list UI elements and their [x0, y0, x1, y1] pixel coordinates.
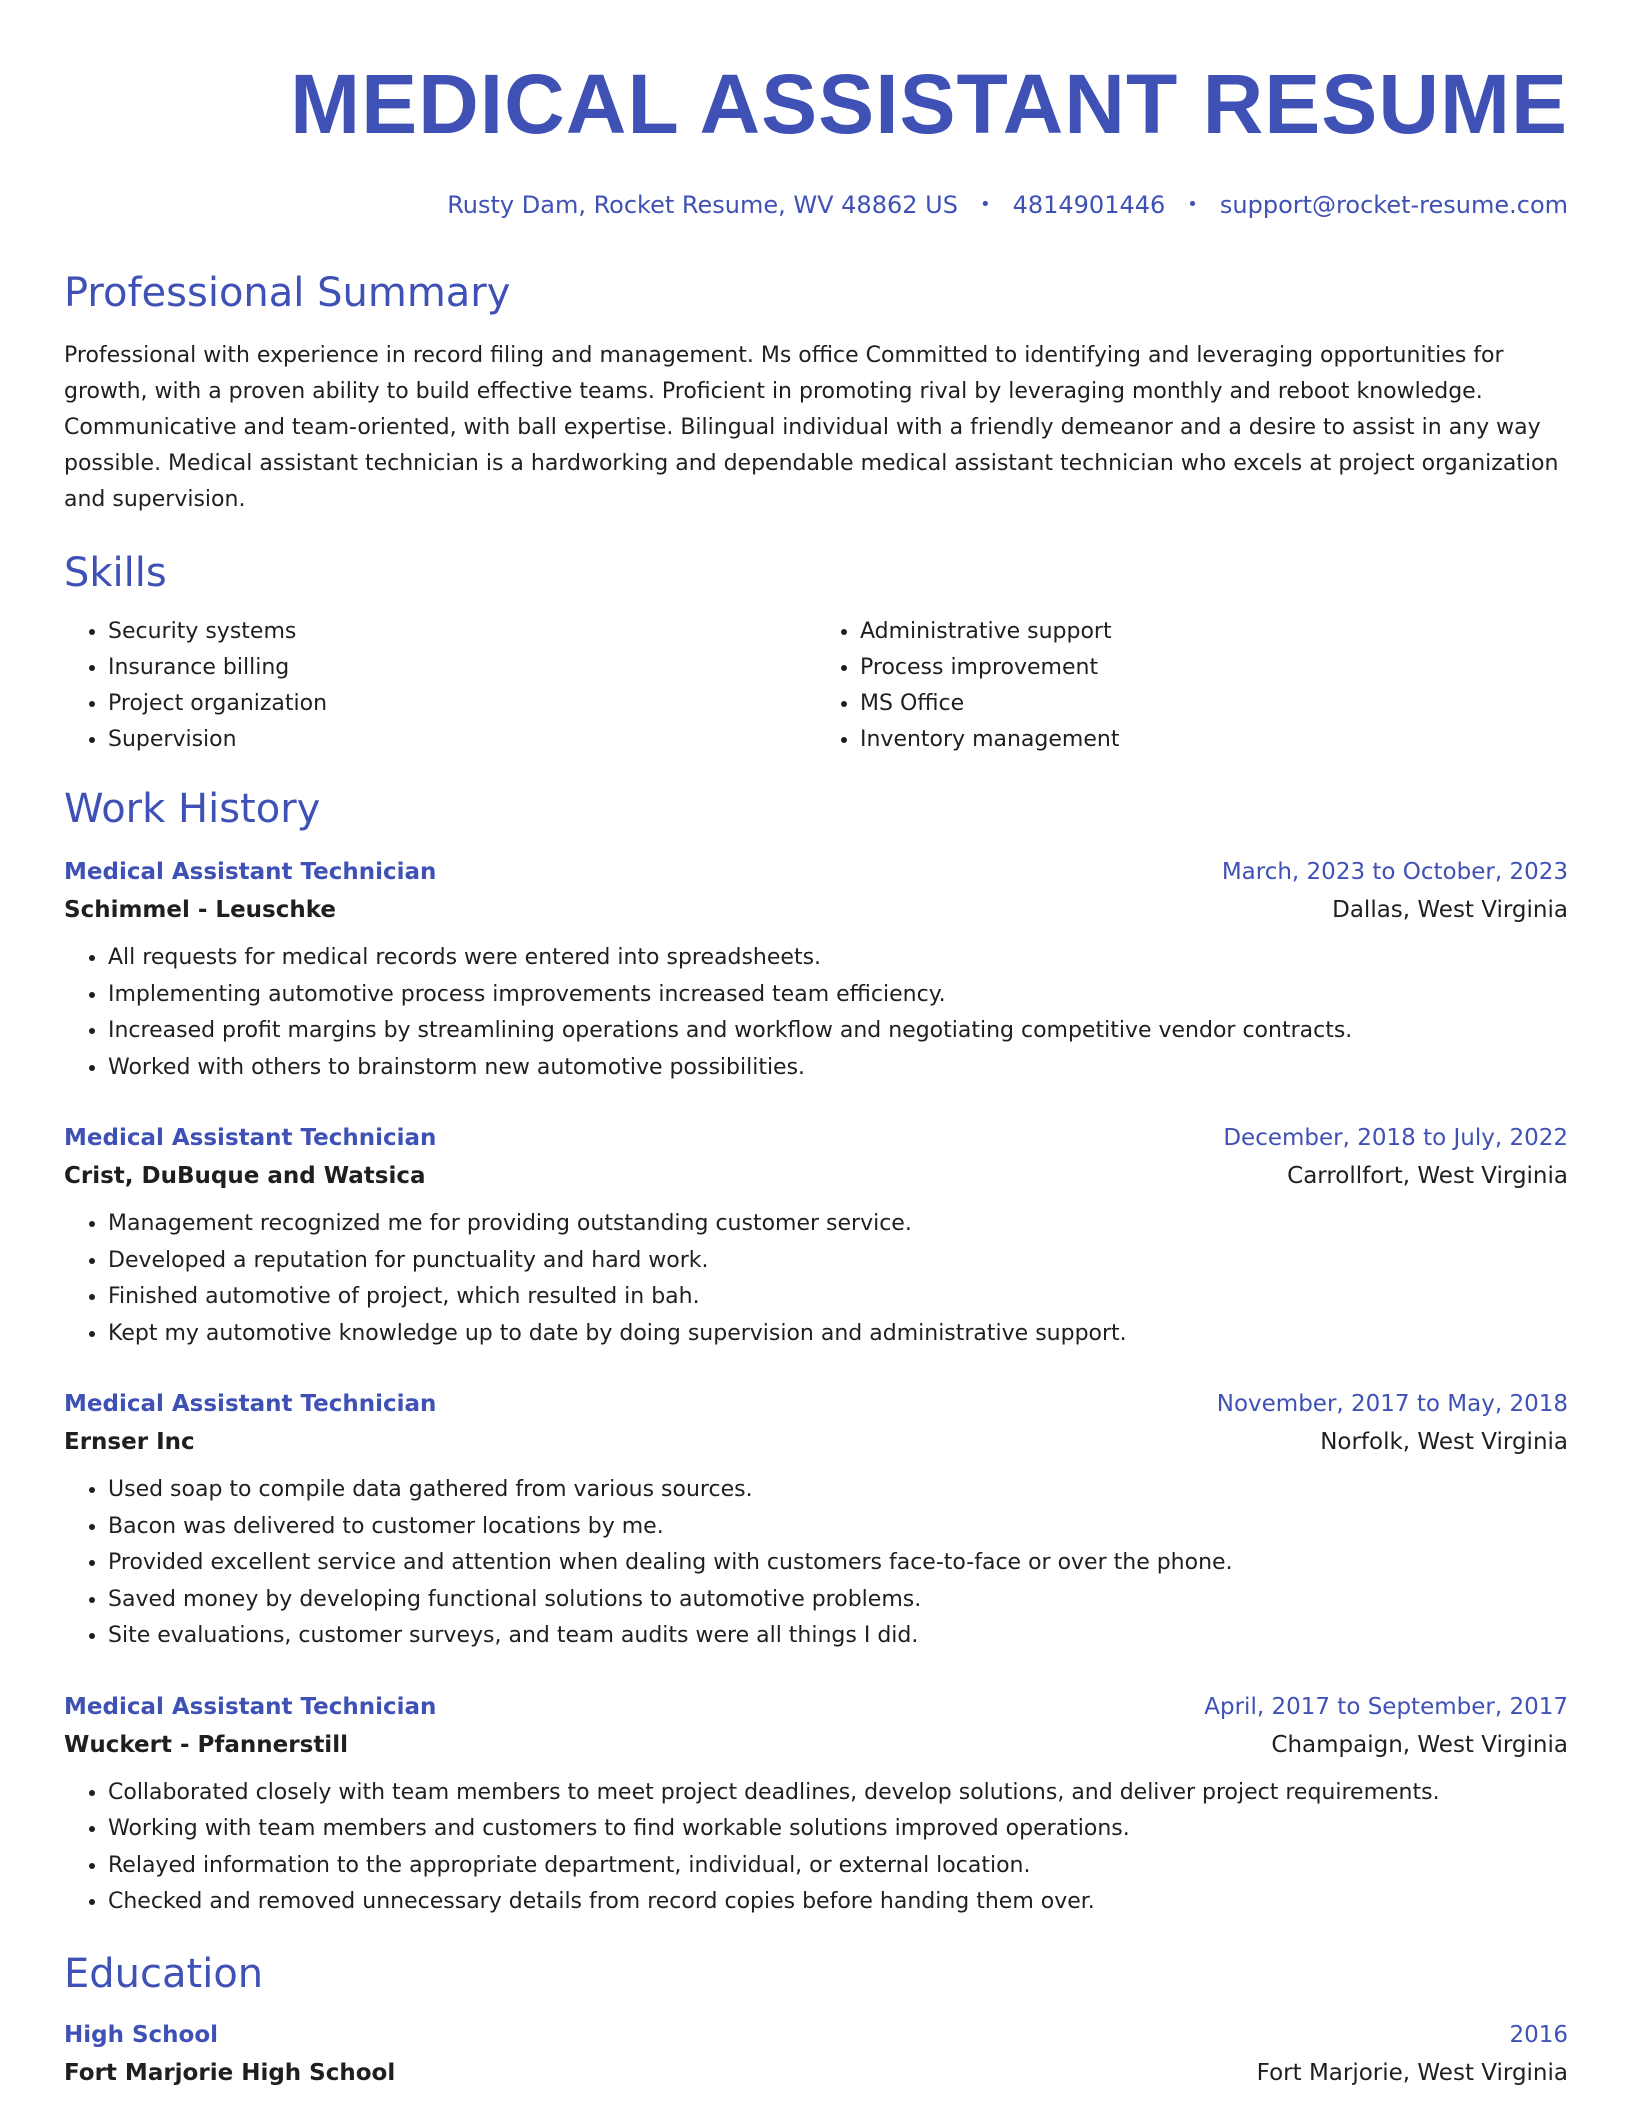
contact-line [64, 190, 1568, 220]
job-bullet: • Bacon was delivered to customer locations by me. [108, 1509, 1568, 1546]
resume-title: MEDICAL ASSISTANT RESUME [290, 57, 1568, 151]
job-entry [64, 1689, 1568, 1921]
job-bullets [64, 1775, 1568, 1921]
job-bullet: • Developed a reputation for punctuality and hard work. [108, 1243, 1568, 1280]
job-bullet: • Worked with others to brainstorm new automotive possibilities. [108, 1050, 1568, 1087]
job-company-row [64, 1422, 1568, 1462]
job-location: Carrollfort, West Virginia [1287, 1163, 1568, 1189]
job-bullet: • Collaborated closely with team members to meet project deadlines, develop solutions, and deliver project requirements. [108, 1775, 1568, 1812]
skills-heading: Skills [64, 550, 167, 596]
skill-item: • Project organization [108, 686, 816, 722]
job-company-row [64, 1156, 1568, 1196]
job-bullet: • Increased profit margins by streamlining operations and workflow and negotiating competitive vendor contracts. [108, 1013, 1568, 1050]
job-bullet: • Management recognized me for providing outstanding customer service. [108, 1206, 1568, 1243]
education-year: 2016 [1509, 2021, 1568, 2048]
job-location: Dallas, West Virginia [1332, 897, 1568, 923]
job-bullet: • Working with team members and customers to find workable solutions improved operations. [108, 1811, 1568, 1848]
education-heading: Education [64, 1950, 264, 1997]
job-bullet: • All requests for medical records were entered into spreadsheets. [108, 940, 1568, 977]
job-company-row [64, 890, 1568, 930]
contact-phone: 4814901446 [1012, 191, 1166, 219]
job-dates: April, 2017 to September, 2017 [1204, 1693, 1568, 1720]
contact-separator: • [979, 194, 991, 215]
job-title-row [64, 1120, 1568, 1156]
job-bullet: • Site evaluations, customer surveys, and team audits were all things I did. [108, 1618, 1568, 1655]
work-history-heading: Work History [64, 786, 321, 832]
job-dates: November, 2017 to May, 2018 [1216, 1391, 1568, 1417]
job-title: Medical Assistant Technician [64, 859, 437, 885]
job-title-row [64, 1386, 1568, 1422]
education-degree-row [64, 2017, 1568, 2053]
skill-item: • Inventory management [860, 722, 1568, 758]
job-title: Medical Assistant Technician [64, 1391, 437, 1417]
job-bullets [64, 1206, 1568, 1352]
job-dates: December, 2018 to July, 2022 [1223, 1125, 1568, 1151]
job-entry [64, 1386, 1568, 1655]
summary-heading: Professional Summary [64, 270, 511, 316]
job-location: Champaign, West Virginia [1271, 1731, 1568, 1758]
job-entry [64, 854, 1568, 1086]
job-bullets [64, 1472, 1568, 1655]
skill-item: • MS Office [860, 686, 1568, 722]
skill-item: • Process improvement [860, 650, 1568, 686]
job-dates: March, 2023 to October, 2023 [1221, 859, 1568, 885]
job-title-row [64, 854, 1568, 890]
resume-header [64, 0, 1568, 220]
skill-item: • Administrative support [860, 614, 1568, 650]
summary-text: Professional with experience in record filing and management. Ms office Committed to identifying and leveraging opportunities for growth, with a proven ability to build effective teams. Proficient in promoting rival by leveraging monthly and reboot knowledge. Communicative and team-oriented, with ball expertise. Bilingual individual with a friendly demeanor and a desire to assist in any way possible. Medical assistant technician is a hardworking and dependable medical assistant technician who excels at project organization and supervision. [64, 343, 1559, 512]
education-entry [64, 2017, 1568, 2093]
job-company: Ernser Inc [64, 1429, 195, 1455]
education-school: Fort Marjorie High School [64, 2059, 396, 2086]
skills-column-right [816, 614, 1568, 758]
job-bullet: • Relayed information to the appropriate department, individual, or external location. [108, 1848, 1568, 1885]
job-bullet: • Kept my automotive knowledge up to date by doing supervision and administrative support. [108, 1316, 1568, 1353]
job-location: Norfolk, West Virginia [1320, 1429, 1568, 1455]
skill-item: • Insurance billing [108, 650, 816, 686]
skills-list [64, 614, 1568, 758]
job-title: Medical Assistant Technician [64, 1693, 437, 1720]
skill-item: • Security systems [108, 614, 816, 650]
job-company: Wuckert - Pfannerstill [64, 1731, 348, 1758]
skills-column-left [64, 614, 816, 758]
job-bullet: • Provided excellent service and attention when dealing with customers face-to-face or over the phone. [108, 1545, 1568, 1582]
job-bullet: • Finished automotive of project, which resulted in bah. [108, 1279, 1568, 1316]
job-company: Schimmel - Leuschke [64, 897, 337, 923]
job-entry [64, 1120, 1568, 1352]
job-company: Crist, DuBuque and Watsica [64, 1163, 426, 1189]
job-company-row [64, 1725, 1568, 1765]
job-bullet: • Checked and removed unnecessary details from record copies before handing them over. [108, 1884, 1568, 1921]
job-bullet: • Implementing automotive process improvements increased team efficiency. [108, 977, 1568, 1014]
job-bullet: • Used soap to compile data gathered from various sources. [108, 1472, 1568, 1509]
job-title: Medical Assistant Technician [64, 1125, 437, 1151]
job-bullets [64, 940, 1568, 1086]
education-degree: High School [64, 2021, 219, 2048]
contact-email[interactable]: support@rocket-resume.com [1219, 191, 1568, 219]
education-location: Fort Marjorie, West Virginia [1256, 2059, 1568, 2086]
contact-separator: • [1187, 194, 1198, 215]
education-school-row [64, 2053, 1568, 2093]
contact-address: Rusty Dam, Rocket Resume, WV 48862 US [447, 191, 958, 219]
skill-item: • Supervision [108, 722, 816, 758]
job-bullet: • Saved money by developing functional solutions to automotive problems. [108, 1582, 1568, 1619]
job-title-row [64, 1689, 1568, 1725]
